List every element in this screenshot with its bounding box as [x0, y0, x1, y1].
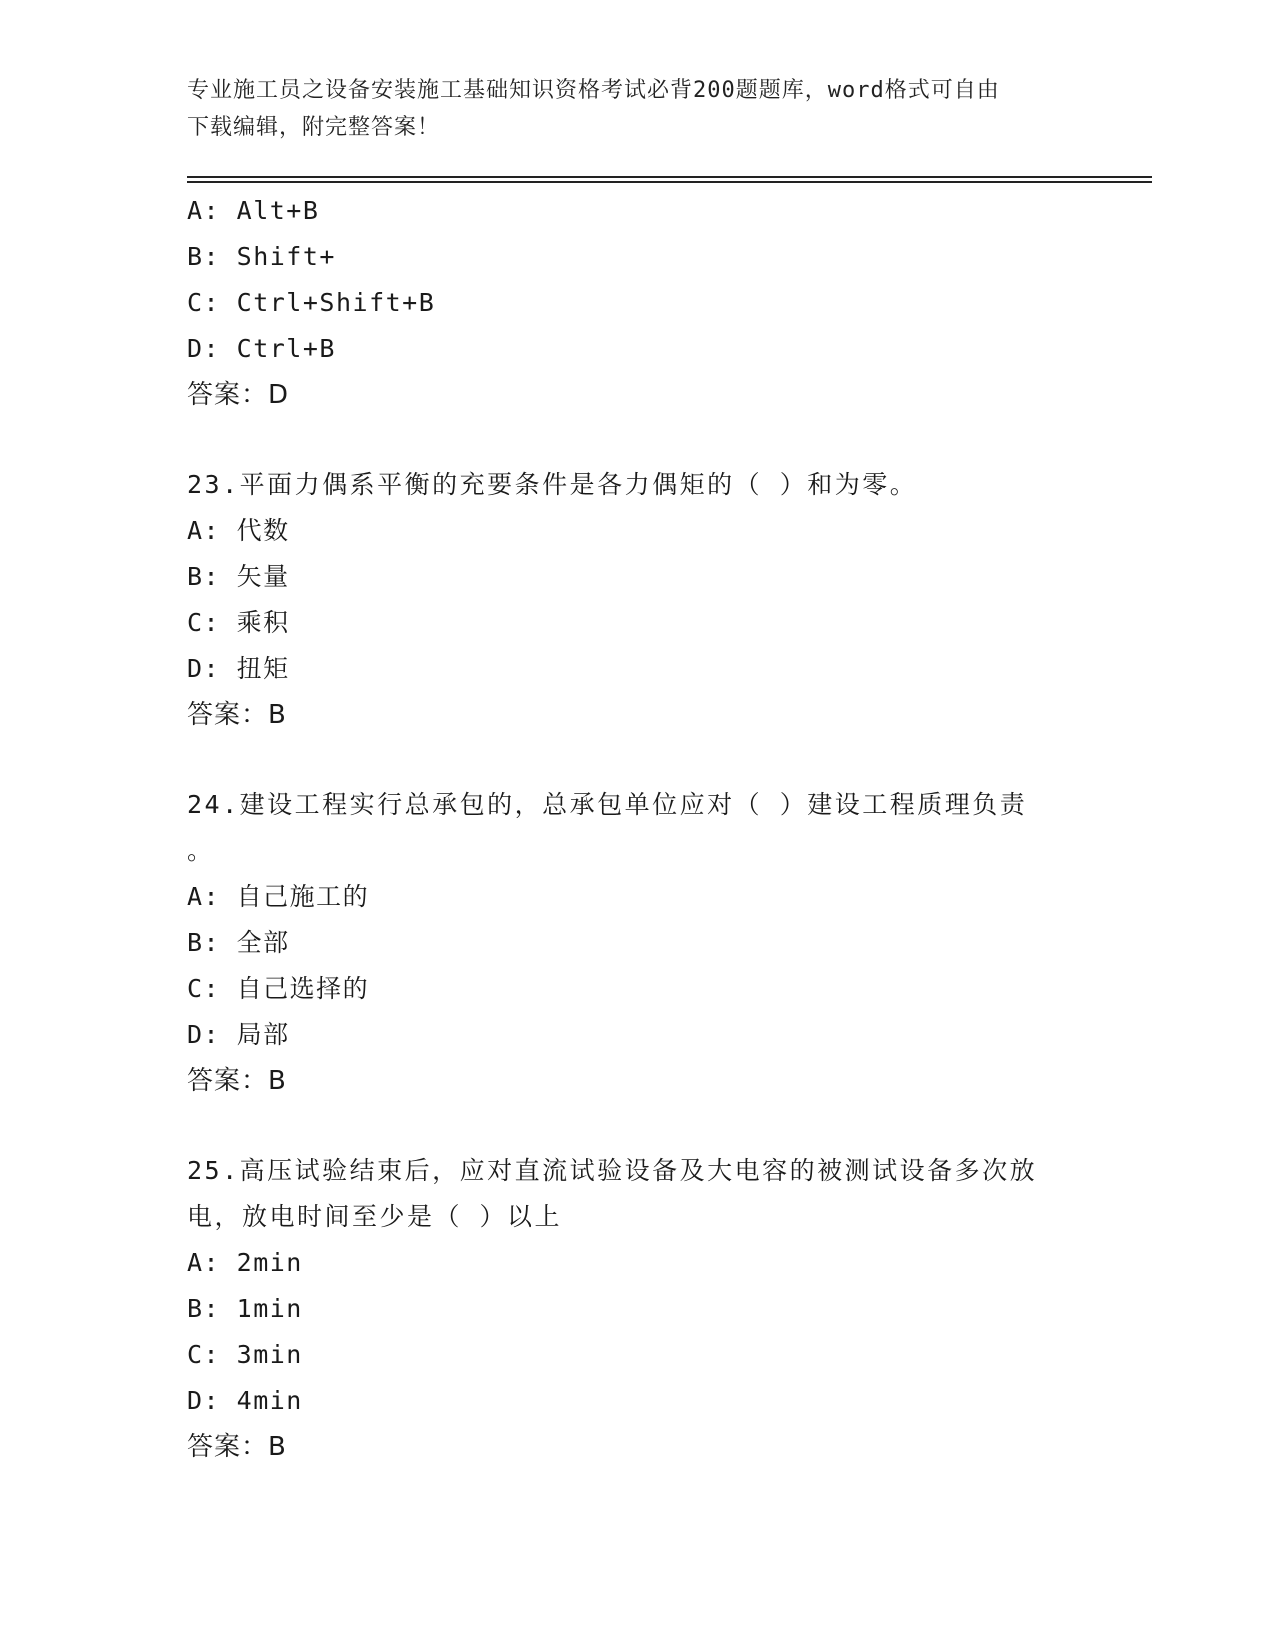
question-text-line: 25.高压试验结束后，应对直流试验设备及大电容的被测试设备多次放: [187, 1156, 1038, 1185]
document-header: [187, 72, 1067, 146]
question-22: [187, 188, 1087, 418]
answer-line: 答案：B: [187, 700, 287, 730]
question-list: [187, 188, 1087, 1470]
option-a: A: 代数: [187, 516, 290, 545]
option-d: D: 4min: [187, 1386, 303, 1415]
question-24: [187, 782, 1087, 1104]
question-text: [187, 782, 1057, 874]
option-d: D: 扭矩: [187, 654, 290, 683]
header-line-1: 专业施工员之设备安装施工基础知识资格考试必背200题题库，word格式可自由: [187, 78, 1000, 103]
option-c: C: 3min: [187, 1340, 303, 1369]
option-a: A: 2min: [187, 1248, 303, 1277]
question-text: [187, 1148, 1057, 1240]
question-text-line: 23.平面力偶系平衡的充要条件是各力偶矩的（ ）和为零。: [187, 470, 918, 499]
question-text-line: 24.建设工程实行总承包的，总承包单位应对（ ）建设工程质理负责: [187, 790, 1028, 819]
option-c: C: 乘积: [187, 608, 290, 637]
header-divider-bottom: [187, 181, 1152, 183]
option-d: D: Ctrl+B: [187, 334, 336, 363]
header-divider-top: [187, 176, 1152, 178]
option-b: B: 1min: [187, 1294, 303, 1323]
question-23: [187, 462, 1087, 738]
question-25: [187, 1148, 1087, 1470]
option-b: B: 矢量: [187, 562, 290, 591]
option-b: B: Shift+: [187, 242, 336, 271]
option-c: C: Ctrl+Shift+B: [187, 288, 436, 317]
answer-line: 答案：B: [187, 1066, 287, 1096]
question-text: [187, 462, 1057, 508]
option-c: C: 自己选择的: [187, 974, 370, 1003]
answer-line: 答案：B: [187, 1432, 287, 1462]
answer-line: 答案：D: [187, 380, 290, 410]
option-a: A: 自己施工的: [187, 882, 370, 911]
option-a: A: Alt+B: [187, 196, 320, 225]
option-d: D: 局部: [187, 1020, 290, 1049]
option-b: B: 全部: [187, 928, 290, 957]
question-text-line: 电，放电时间至少是（ ）以上: [187, 1202, 563, 1231]
header-line-2: 下载编辑，附完整答案！: [187, 115, 441, 140]
question-text-line: 。: [187, 836, 215, 865]
